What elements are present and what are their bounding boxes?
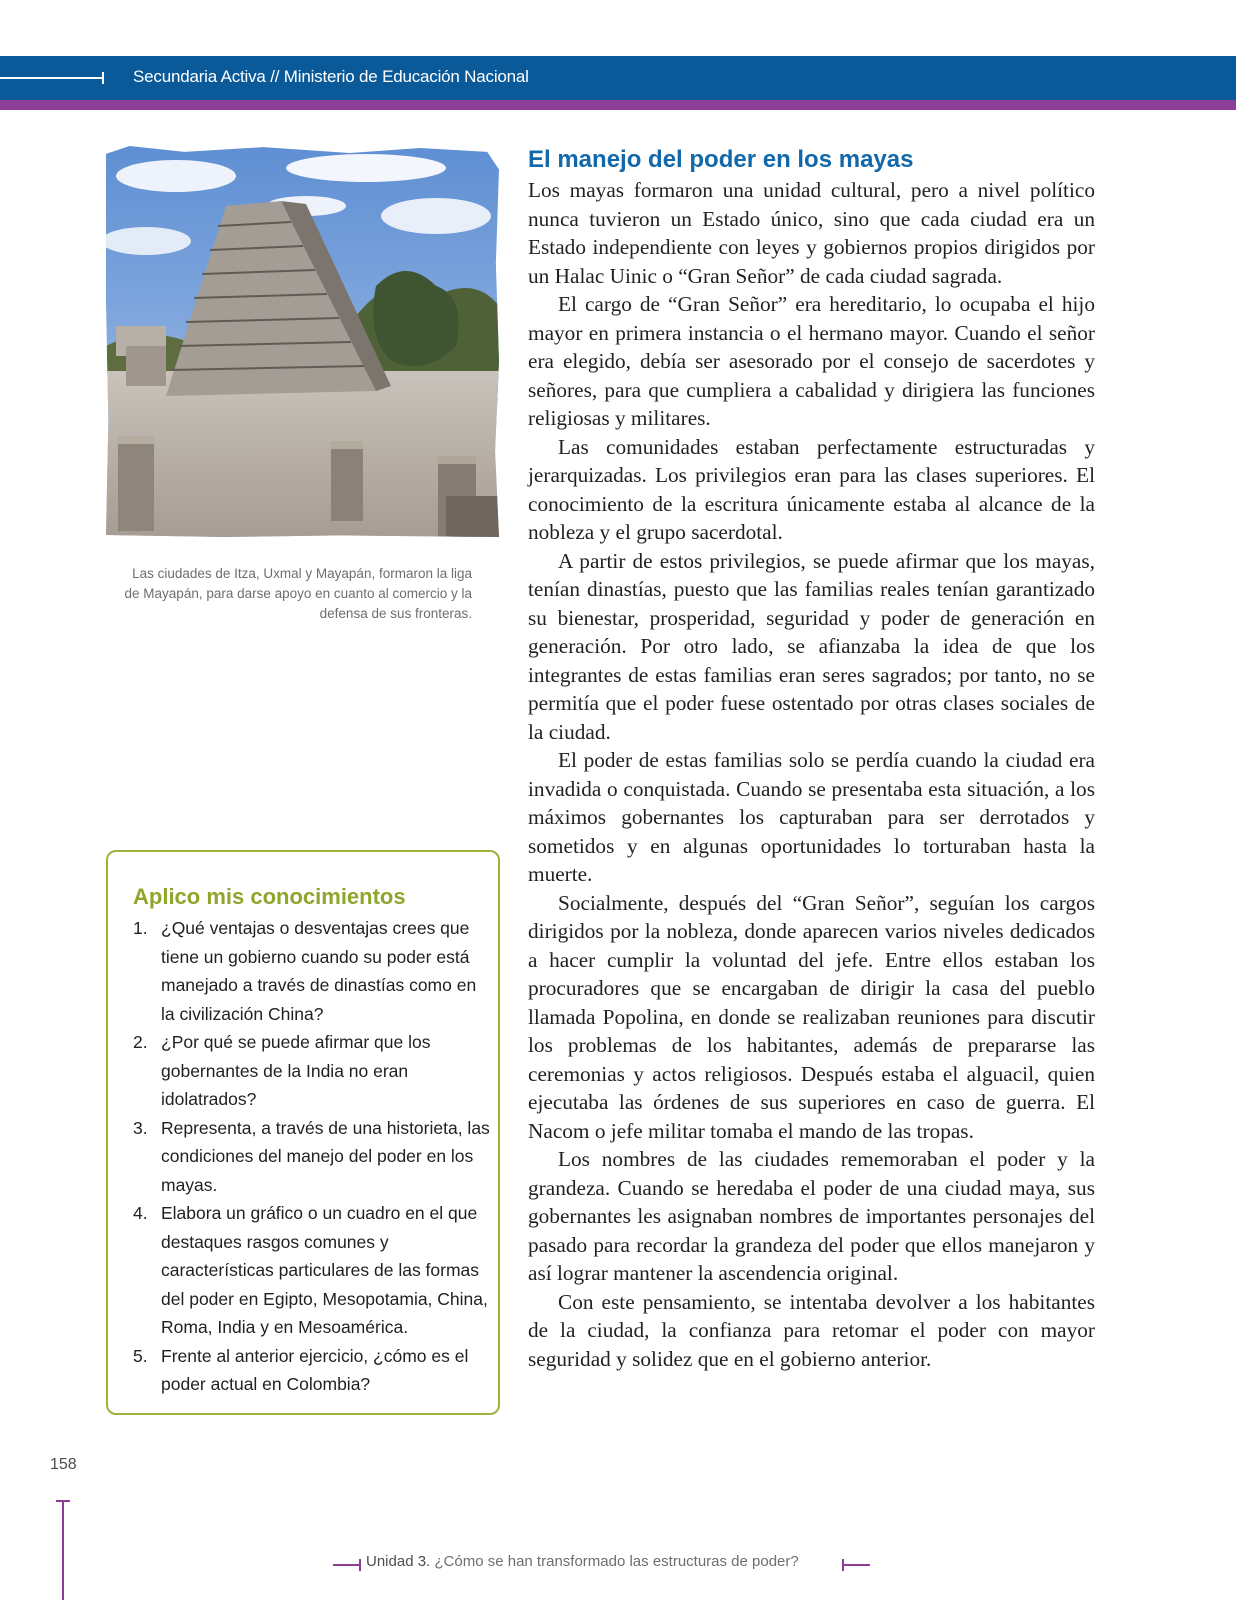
activity-item <box>133 1342 493 1399</box>
header-rule <box>0 77 104 79</box>
article-paragraph: El poder de estas familias solo se perdía cuando la ciudad era invadida o conquistada. Cuando se presentaba esta situación, a los máximos gobernantes los capturaban para ser derrotados y sometidos y en algunas oportunidades lo torturaban hasta la muerte. <box>528 748 1095 886</box>
activity-item-number: 4. <box>133 1203 148 1223</box>
footer-unit-label: Unidad 3. <box>366 1553 431 1570</box>
article-paragraph: Los mayas formaron una unidad cultural, pero a nivel político nunca tuvieron un Estado único, sino que cada ciudad era un Estado independiente con leyes y gobiernos propios dirigidos por un Halac Uinic o “Gran Señor” de cada ciudad sagrada. <box>528 178 1095 288</box>
footer-rule-left <box>333 1564 361 1566</box>
page-number: 158 <box>50 1456 77 1473</box>
activity-item-text: Elabora un gráfico o un cuadro en el que destaques rasgos comunes y características particulares de las formas del poder en Egipto, Mesopotamia, China, Roma, India y en Mesoamérica. <box>161 1203 488 1337</box>
article-paragraph: Los nombres de las ciudades rememoraban el poder y la grandeza. Cuando se heredaba el poder de una ciudad maya, sus gobernantes les asignaban nombres de importantes personajes del pasado para recordar la grandeza del poder que ellos manejaron y así lograr mantener la ascendencia original. <box>528 1147 1095 1285</box>
footer-unit-question: ¿Cómo se han transformado las estructuras de poder? <box>434 1553 799 1570</box>
article-paragraph: A partir de estos privilegios, se puede afirmar que los mayas, tenían dinastías, puesto que las familias reales tenían garantizado su bienestar, prosperidad, seguridad y poder de generación en generación. Por otro lado, se afianzaba la idea de que los integrantes de estas familias eran seres sagrados; por tanto, no se permitía que el poder fuese ostentado por otras clases sociales de la ciudad. <box>528 548 1095 744</box>
activity-item-number: 5. <box>133 1345 148 1366</box>
header-stripe <box>0 100 1236 110</box>
activity-title: Aplico mis conocimientos <box>133 884 406 909</box>
activity-item <box>133 914 493 1028</box>
article-paragraph: El cargo de “Gran Señor” era hereditario, lo ocupaba el hijo mayor en primera instancia o el hermano mayor. Cuando el señor era elegido, debía ser asesorado por el consejo de sacerdotes y señores, para que cumpliera a cabalidad y dirigiera las funciones religiosas y militares. <box>528 292 1095 430</box>
activity-item-number: 1. <box>133 918 148 938</box>
photo-caption: Las ciudades de Itza, Uxmal y Mayapán, formaron la liga de Mayapán, para darse apoyo en cuanto al comercio y la defensa de sus fronteras. <box>124 566 472 621</box>
activity-item <box>133 1028 493 1114</box>
article-body <box>528 176 1095 1373</box>
maya-pyramid-photo <box>106 146 499 537</box>
footer-unit-title <box>366 1553 799 1570</box>
article-paragraph: Las comunidades estaban perfectamente estructuradas y jerarquizadas. Los privilegios eran para las clases superiores. El conocimiento de la escritura únicamente estaba al alcance de la nobleza y el grupo sacerdotal. <box>528 434 1095 544</box>
footer-margin-line <box>62 1500 64 1600</box>
article-paragraph: Socialmente, después del “Gran Señor”, seguían los cargos dirigidos por la nobleza, donde aparecen varios niveles dedicados a hacer cumplir la voluntad del jefe. Entre ellos estaban los procuradores que se encargaban de dirigir la casa del pueblo llamada Popolina, en donde se realizaban reuniones para discutir los problemas de los habitantes, además de prepararse las ceremonias y actos religiosos. Después estaba el alguacil, quien ejecutaba las órdenes de sus superiores en caso de guerra. El Nacom o jefe militar tomaba el mando de las tropas. <box>528 890 1095 1143</box>
activity-item-number: 2. <box>133 1032 148 1052</box>
activity-item <box>133 1199 493 1342</box>
article-paragraph: Con este pensamiento, se intentaba devolver a los habitantes de la ciudad, la confianza para retomar el poder con mayor seguridad y solidez que en el gobierno anterior. <box>528 1289 1095 1371</box>
activity-item-text: Representa, a través de una historieta, las condiciones del manejo del poder en los mayas. <box>161 1117 490 1195</box>
activity-item <box>133 1114 493 1200</box>
footer-rule-left-tick <box>359 1559 361 1571</box>
header-rule-tick <box>102 72 104 84</box>
activity-item-text: ¿Por qué se puede afirmar que los gobernantes de la India no eran idolatrados? <box>161 1032 431 1109</box>
activity-item-number: 3. <box>133 1117 148 1138</box>
activity-item-text: Frente al anterior ejercicio, ¿cómo es el poder actual en Colombia? <box>161 1345 469 1394</box>
activity-item-text: ¿Qué ventajas o desventajas crees que tiene un gobierno cuando su poder está manejado a través de dinastías como en la civilización China? <box>161 918 477 1024</box>
activity-list <box>133 914 493 1399</box>
article-title: El manejo del poder en los mayas <box>528 146 914 173</box>
footer-rule-right <box>842 1564 870 1566</box>
header-title: Secundaria Activa // Ministerio de Educación Nacional <box>133 67 529 86</box>
